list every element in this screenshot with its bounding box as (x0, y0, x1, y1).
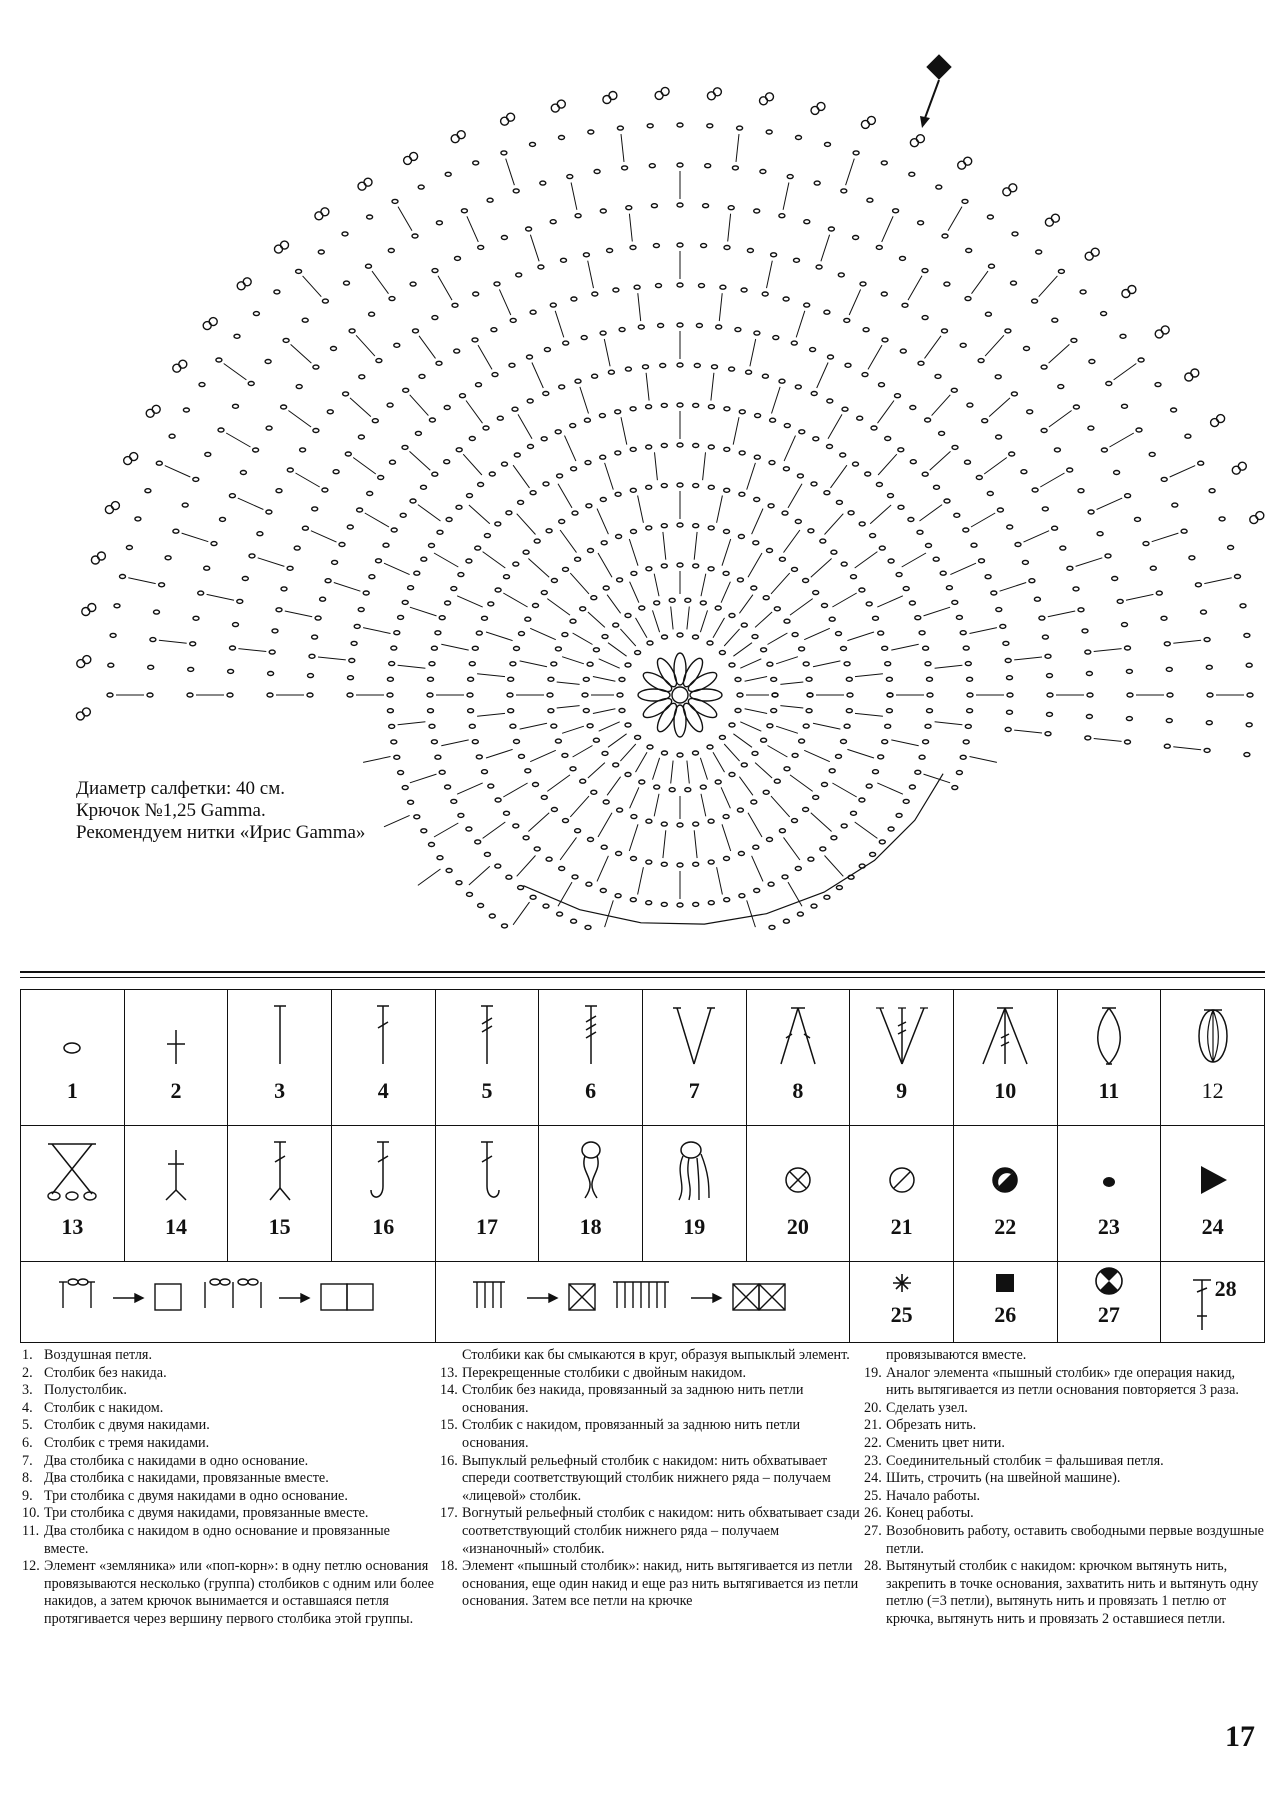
note-number: 23. (864, 1452, 882, 1469)
note-number: 20. (864, 1399, 882, 1416)
note-text: Столбик с накидом. (44, 1399, 164, 1416)
note-number: 12. (22, 1558, 40, 1575)
legend-cell-4: 4 (331, 990, 435, 1126)
note-text: Шить, строчить (на швейной машине). (886, 1470, 1121, 1487)
note-text: Три столбика с двумя накидами в одно основание. (44, 1487, 348, 1504)
legend-cell-19: 19 (642, 1126, 746, 1262)
note-text: Обрезать нить. (886, 1417, 977, 1434)
legend-cell-24: 24 (1161, 1126, 1265, 1262)
legend-cell-16: 16 (331, 1126, 435, 1262)
note-number: 19. (864, 1364, 882, 1381)
note-item (440, 1382, 860, 1417)
dc-back-loop-icon (260, 1134, 300, 1204)
sew-icon (1193, 1144, 1233, 1204)
note-text: Столбик без накида. (44, 1364, 167, 1381)
two-dc-base-and-together-icon (1084, 998, 1134, 1068)
legend-chain-equivalents (21, 1262, 436, 1343)
legend-cell-25: 25 (850, 1262, 954, 1343)
back-post-dc-icon (467, 1134, 507, 1204)
legend-dc-equivalents (435, 1262, 850, 1343)
note-number: 7. (22, 1452, 33, 1469)
legend-row-1 (21, 990, 1265, 1126)
legend-cell-23: 23 (1057, 1126, 1161, 1262)
note-item (22, 1400, 434, 1418)
note-item (864, 1417, 1264, 1435)
note-text: Два столбика с накидом в одно основание и провязанные вместе. (44, 1522, 390, 1557)
note-text: Элемент «земляника» или «поп-корн»: в одну петлю основания провязываются несколько (группа) столбиков с одним или более накидов, а затем крючок вынимается и оставшаяся петля протягивается через вершину первого столбика этой группы. (44, 1558, 434, 1627)
legend-cell-2: 2 (124, 990, 228, 1126)
note-text: Начало работы. (886, 1487, 981, 1504)
note-text: Воздушная петля. (44, 1347, 152, 1363)
chain-to-square-equivalence-icon (43, 1262, 413, 1332)
notes-column-3 (864, 1347, 1264, 1629)
note-number: 18. (440, 1558, 458, 1575)
note-number: 27. (864, 1522, 882, 1539)
dc-to-crossed-square-equivalence-icon (457, 1262, 827, 1332)
note-item (864, 1470, 1264, 1488)
note-number: 25. (864, 1487, 882, 1504)
note-item (22, 1488, 434, 1506)
double-treble-icon (571, 998, 611, 1068)
note-item (440, 1453, 860, 1506)
legend-cell-26: 26 (953, 1262, 1057, 1343)
note-number: 9. (22, 1487, 33, 1504)
note-text: Выпуклый рельефный столбик с накидом: нить обхватывает спереди соответствующий столбик нижнего ряда – получаем «лицевой» столбик. (462, 1452, 831, 1504)
legend-cell-28: 28 (1161, 1262, 1265, 1343)
treble-crochet-icon (467, 998, 507, 1068)
note-number: 24. (864, 1470, 882, 1487)
three-tr-same-base-icon (872, 998, 932, 1068)
note-item (440, 1365, 860, 1383)
note-text: Столбик с двумя накидами. (44, 1417, 210, 1434)
note-text: Конец работы. (886, 1505, 974, 1522)
note-item (22, 1347, 434, 1365)
note-text: Сменить цвет нити. (886, 1434, 1005, 1451)
note-number: 2. (22, 1364, 33, 1381)
puff-stitch-3x-icon (669, 1134, 719, 1204)
change-color-icon (985, 1144, 1025, 1204)
note-number: 13. (440, 1364, 458, 1381)
resume-work-icon (1092, 1264, 1126, 1298)
note-item (22, 1417, 434, 1435)
legend-cell-21: 21 (850, 1126, 954, 1262)
note-text: Перекрещенные столбики с двойным накидом. (462, 1364, 747, 1381)
note-item (864, 1488, 1264, 1506)
note-text: Сделать узел. (886, 1399, 968, 1416)
note-number: 16. (440, 1452, 458, 1469)
note-text: Вогнутый рельефный столбик с накидом: нить обхватывает сзади соответствующий столбик нижнего ряда – получаем «изнаночный» столбик. (462, 1505, 860, 1557)
note-text: Полустолбик. (44, 1382, 127, 1399)
legend-cell-18: 18 (539, 1126, 643, 1262)
note-item (864, 1505, 1264, 1523)
note-number: 21. (864, 1417, 882, 1434)
note-text: Столбик с накидом, провязанный за заднюю нить петли основания. (462, 1417, 801, 1451)
three-tr-together-icon (975, 998, 1035, 1068)
end-of-work-marker (920, 54, 952, 128)
note-text: Столбик без накида, провязанный за заднюю нить петли основания. (462, 1382, 804, 1416)
legend-cell-3: 3 (228, 990, 332, 1126)
slip-stitch-icon (1089, 1144, 1129, 1204)
note-item (440, 1347, 860, 1365)
note-item (440, 1505, 860, 1558)
start-of-work-icon (887, 1268, 917, 1298)
note-item (864, 1523, 1264, 1558)
legend-cell-13: 13 (21, 1126, 125, 1262)
note-number: 14. (440, 1382, 458, 1399)
doily-info (76, 778, 365, 844)
note-item (864, 1400, 1264, 1418)
note-item (22, 1470, 434, 1488)
note-number: 10. (22, 1505, 40, 1522)
note-item (22, 1382, 434, 1400)
single-crochet-icon (156, 1008, 196, 1068)
note-item (864, 1558, 1264, 1628)
legend-cell-1: 1 (21, 990, 125, 1126)
note-text: Элемент «пышный столбик»: накид, нить вытягивается из петли основания, еще один накид и еще раз нить вытягивается из петли основания. Затем все петли на крючке (462, 1558, 859, 1610)
legend-cell-17: 17 (435, 1126, 539, 1262)
note-item (22, 1505, 434, 1523)
note-text: Вытянутый столбик с накидом: крючком вытянуть нить, закрепить в точке основания, захватить нить и вытянуть одну петлю (=3 петли), вытянуть нить и провязать 1 петлю от крючка, вытянуть нить и провязать 2 оставшиеся петли. (886, 1558, 1259, 1627)
crossed-stitch-icon (42, 1134, 102, 1204)
notes-column-1 (22, 1347, 434, 1629)
note-number: 17. (440, 1505, 458, 1522)
note-text: Соединительный столбик = фальшивая петля. (886, 1452, 1164, 1469)
puff-stitch-icon (571, 1134, 611, 1204)
legend-cell-27: 27 (1057, 1262, 1161, 1343)
hook-text: Крючок №1,25 Gamma. (76, 800, 266, 821)
note-number: 11. (22, 1522, 40, 1539)
legend-cell-22: 22 (953, 1126, 1057, 1262)
end-of-work-icon (990, 1268, 1020, 1298)
note-number: 1. (22, 1347, 33, 1363)
legend-cell-5: 5 (435, 990, 539, 1126)
notes-column-2 (440, 1347, 860, 1611)
legend-row-3 (21, 1262, 1265, 1343)
note-text: провязываются вместе. (886, 1347, 1027, 1363)
note-text: Возобновить работу, оставить свободными первые воздушные петли. (886, 1522, 1264, 1557)
note-number: 26. (864, 1505, 882, 1522)
note-text: Столбик с тремя накидами. (44, 1434, 210, 1451)
symbol-legend-table (20, 989, 1265, 1343)
page-number: 17 (1225, 1720, 1255, 1753)
chain-stitch-icon (52, 1008, 92, 1068)
popcorn-stitch-icon (1188, 998, 1238, 1068)
diameter-text: Диаметр салфетки: 40 см. (76, 778, 285, 799)
double-crochet-icon (363, 998, 403, 1068)
two-dc-same-base-icon (669, 998, 719, 1068)
note-number: 4. (22, 1399, 33, 1416)
note-number: 28. (864, 1558, 882, 1575)
note-item (22, 1435, 434, 1453)
note-number (864, 1347, 886, 1365)
note-text: Два столбика с накидами, провязанные вместе. (44, 1470, 329, 1487)
note-number (440, 1347, 462, 1365)
two-dc-together-icon (773, 998, 823, 1068)
note-text: Три столбика с двумя накидами, провязанные вместе. (44, 1505, 369, 1522)
note-item (22, 1523, 434, 1558)
note-item (864, 1435, 1264, 1453)
legend-cell-6: 6 (539, 990, 643, 1126)
cut-thread-icon (882, 1144, 922, 1204)
note-number: 6. (22, 1434, 33, 1451)
note-text: Два столбика с накидами в одно основание. (44, 1452, 309, 1469)
note-item (440, 1417, 860, 1452)
note-text: Аналог элемента «пышный столбик» где операция накид, нить вытягивается из петли основания повторяется 3 раза. (886, 1364, 1239, 1399)
legend-cell-9: 9 (850, 990, 954, 1126)
front-post-dc-icon (363, 1134, 403, 1204)
legend-cell-15: 15 (228, 1126, 332, 1262)
legend-cell-14: 14 (124, 1126, 228, 1262)
sc-back-loop-icon (156, 1134, 196, 1204)
legend-cell-10: 10 (953, 990, 1057, 1126)
note-text: Столбики как бы смыкаются в круг, образуя выпыклый элемент. (462, 1347, 850, 1363)
knot-icon (778, 1144, 818, 1204)
divider-top (20, 971, 1265, 973)
note-item (440, 1558, 860, 1611)
extended-dc-icon (1189, 1276, 1215, 1334)
legend-cell-12: 12 (1161, 990, 1265, 1126)
note-number: 22. (864, 1434, 882, 1451)
note-number: 5. (22, 1417, 33, 1434)
note-item (22, 1365, 434, 1383)
legend-cell-8: 8 (746, 990, 850, 1126)
note-number: 3. (22, 1382, 33, 1399)
legend-cell-20: 20 (746, 1126, 850, 1262)
legend-cell-7: 7 (642, 990, 746, 1126)
note-item (22, 1453, 434, 1471)
note-number: 8. (22, 1470, 33, 1487)
legend-row-2 (21, 1126, 1265, 1262)
note-item (864, 1453, 1264, 1471)
note-item (864, 1365, 1264, 1400)
note-number: 15. (440, 1417, 458, 1434)
half-double-crochet-icon (260, 998, 300, 1068)
yarn-text: Рекомендуем нитки «Ирис Gamma» (76, 822, 366, 843)
note-item (22, 1558, 434, 1628)
note-item (864, 1347, 1264, 1365)
divider-thin (20, 977, 1265, 978)
legend-cell-11: 11 (1057, 990, 1161, 1126)
